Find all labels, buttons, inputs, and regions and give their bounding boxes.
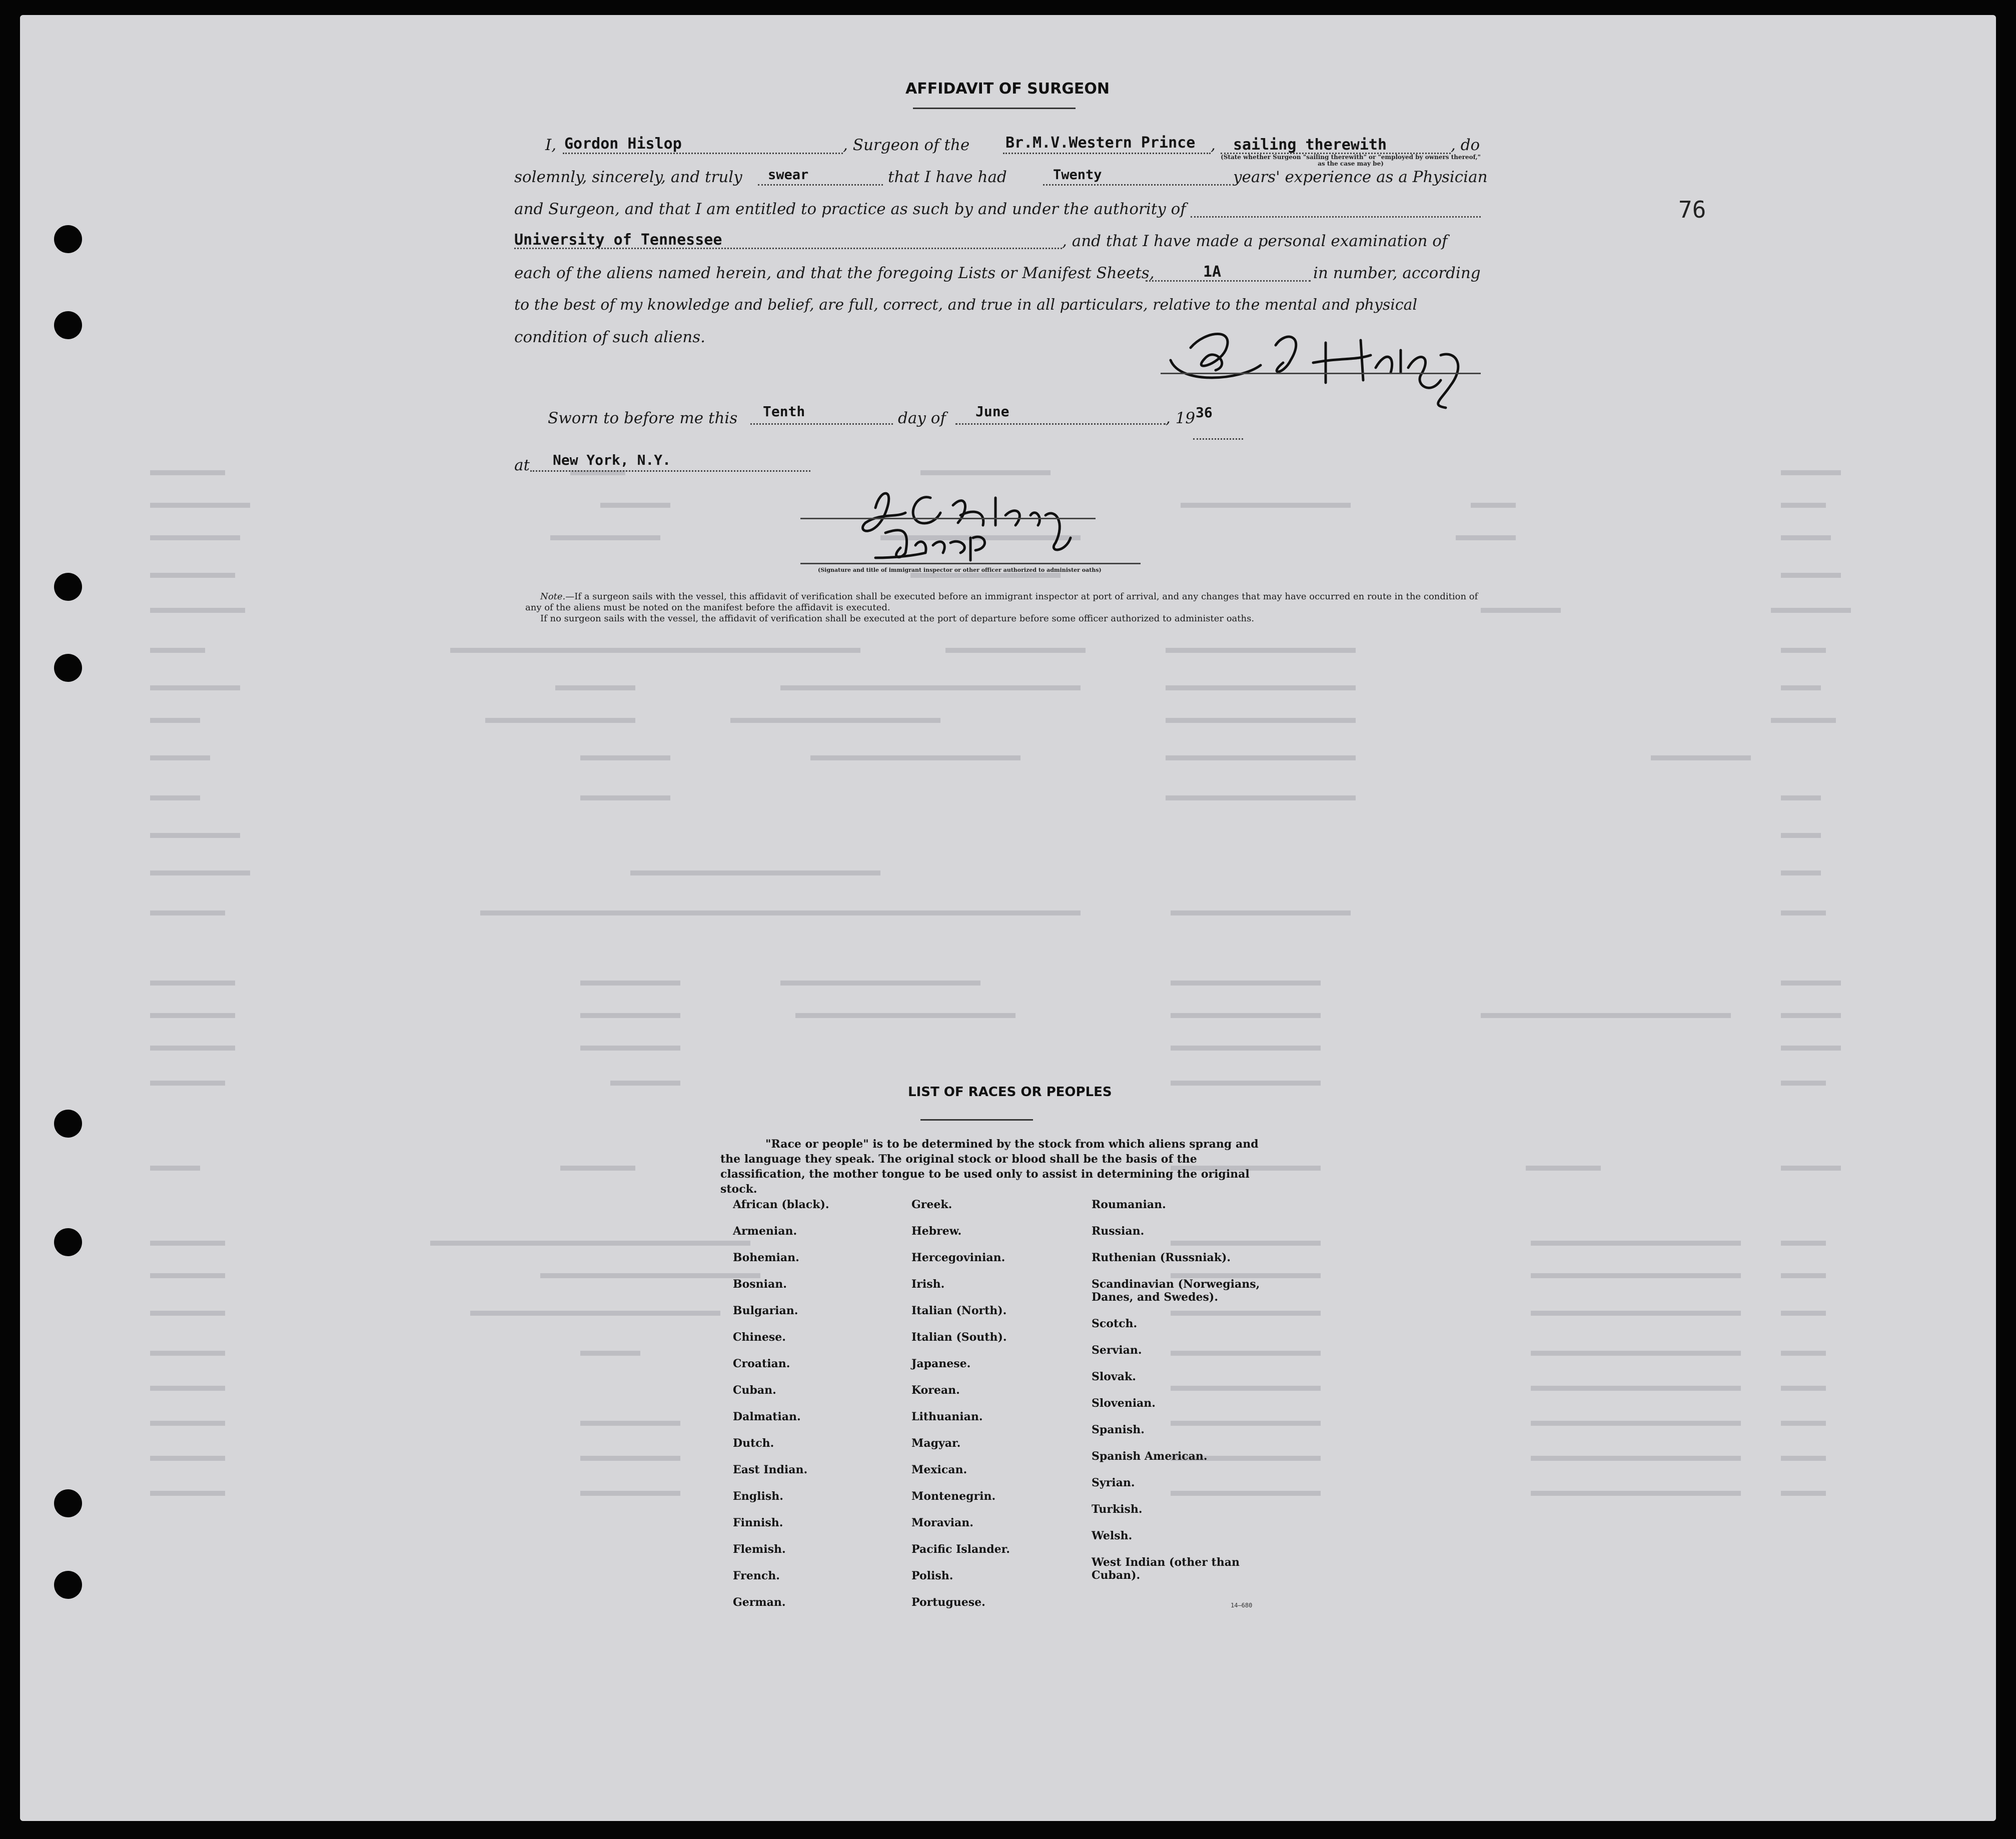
race-item: African (black). [733, 1198, 829, 1211]
sworn-place: New York, N.Y. [553, 452, 671, 468]
race-item: Greek. [911, 1198, 952, 1211]
race-item: Hebrew. [911, 1225, 962, 1238]
affidavit-line1-comma: , [1211, 136, 1216, 154]
race-item: Polish. [911, 1569, 953, 1582]
races-list-rule [920, 1119, 1033, 1121]
authority-line-1 [1191, 216, 1481, 218]
race-item: West Indian (other than Cuban). [1092, 1556, 1240, 1582]
place-pre: at [514, 456, 530, 474]
affidavit-line5-post: in number, according [1313, 264, 1481, 282]
binder-hole [54, 225, 82, 253]
surgeon-name-line [563, 153, 843, 154]
race-item: Scandinavian (Norwegians, Danes, and Swedes). [1092, 1278, 1260, 1304]
race-item: Magyar. [911, 1437, 961, 1450]
race-item: Portuguese. [911, 1596, 985, 1609]
race-item: Armenian. [733, 1225, 797, 1238]
binder-hole [54, 654, 82, 682]
race-item: Dutch. [733, 1437, 774, 1450]
sworn-day-line [750, 423, 893, 425]
races-column-2 [911, 1198, 1092, 1622]
race-item: Irish. [911, 1278, 945, 1291]
affidavit-line3: and Surgeon, and that I am entitled to practice as such by and under the authority of [514, 200, 1186, 218]
form-code: 14—680 [1231, 1602, 1253, 1609]
race-item: German. [733, 1596, 786, 1609]
race-item: Cuban. [733, 1384, 776, 1397]
sworn-year-prefix: , 19 [1166, 409, 1196, 427]
note-text-2: If no surgeon sails with the vessel, the affidavit of verification shall be executed at the port of departure before some officer authorized to administer oaths. [540, 613, 1255, 624]
sworn-pre: Sworn to before me this [548, 409, 738, 427]
surgeon-name: Gordon Hislop [564, 135, 682, 153]
race-item: Korean. [911, 1384, 960, 1397]
years-experience-line [1043, 184, 1231, 186]
sworn-year: 36 [1196, 404, 1213, 421]
binder-hole [54, 311, 82, 339]
affidavit-note [525, 591, 1493, 624]
note-text-1: —If a surgeon sails with the vessel, this affidavit of verification shall be executed before an immigrant inspector at port of arrival, and any changes that may have occurred en route in the condition of any of the aliens must be noted on the manifest before the affidavit is executed. [525, 591, 1478, 613]
inspector-signature-line [800, 518, 1096, 519]
race-item: Slovak. [1092, 1370, 1136, 1383]
affidavit-line4-post: , and that I have made a personal examination of [1062, 232, 1448, 250]
sworn-place-line [530, 470, 810, 472]
sworn-month: June [975, 403, 1010, 420]
affidavit-line7: condition of such aliens. [514, 328, 706, 346]
oath-type-line [758, 184, 883, 186]
inspector-caption: (Signature and title of immigrant inspector or other officer authorized to administer oaths) [818, 567, 1102, 573]
sheet-count: 1A [1203, 263, 1222, 281]
race-item: Japanese. [911, 1357, 971, 1370]
race-item: Chinese. [733, 1331, 786, 1344]
race-item: Croatian. [733, 1357, 790, 1370]
note-lead: Note. [540, 591, 566, 602]
race-item: Moravian. [911, 1516, 973, 1529]
race-item: Lithuanian. [911, 1410, 983, 1423]
inspector-signature [845, 478, 1126, 563]
title-underline [913, 108, 1076, 109]
affidavit-line1-pre: I, [545, 136, 557, 154]
race-item: Welsh. [1092, 1529, 1133, 1542]
race-item: Dalmatian. [733, 1410, 801, 1423]
sailing-status: sailing therewith [1233, 136, 1387, 154]
race-item: Slovenian. [1092, 1397, 1156, 1410]
inspector-title-line [800, 563, 1141, 564]
years-experience: Twenty [1053, 167, 1102, 183]
vessel-name-line [1003, 153, 1211, 154]
affidavit-line2-post: years' experience as a Physician [1233, 168, 1488, 186]
race-item: French. [733, 1569, 780, 1582]
affidavit-line2-mid: that I have had [888, 168, 1007, 186]
race-item: Finnish. [733, 1516, 783, 1529]
race-item: Ruthenian (Russniak). [1092, 1251, 1231, 1264]
affidavit-title: AFFIDAVIT OF SURGEON [905, 80, 1110, 98]
race-item: Bosnian. [733, 1278, 787, 1291]
binder-hole [54, 1228, 82, 1256]
oath-type: swear [768, 167, 809, 183]
sworn-mid: day of [898, 409, 946, 427]
sworn-day: Tenth [763, 403, 805, 420]
race-item: Hercegovinian. [911, 1251, 1005, 1264]
page-number: 76 [1678, 196, 1706, 223]
race-item: Turkish. [1092, 1503, 1143, 1516]
races-list-title: LIST OF RACES OR PEOPLES [908, 1085, 1112, 1100]
licensing-authority: University of Tennessee [514, 231, 722, 249]
affidavit-line1-mid: , Surgeon of the [843, 136, 970, 154]
affidavit-line1-post: , do [1451, 136, 1480, 154]
races-column-3 [1092, 1198, 1272, 1595]
race-item: Spanish. [1092, 1423, 1145, 1436]
affidavit-line5-pre: each of the aliens named herein, and that the foregoing Lists or Manifest Sheets, [514, 264, 1155, 282]
race-item: Bulgarian. [733, 1304, 798, 1317]
race-item: Montenegrin. [911, 1490, 996, 1503]
race-item: Syrian. [1092, 1476, 1135, 1489]
sworn-year-line [1193, 438, 1243, 440]
race-item: Servian. [1092, 1344, 1142, 1357]
races-column-1 [733, 1198, 913, 1622]
race-item: English. [733, 1490, 783, 1503]
race-item: Mexican. [911, 1463, 967, 1476]
race-item: Pacific Islander. [911, 1543, 1010, 1556]
affidavit-line2-pre: solemnly, sincerely, and truly [514, 168, 742, 186]
race-item: Spanish American. [1092, 1450, 1208, 1463]
sailing-status-note: (State whether Surgeon "sailing therewith" or "employed by owners thereof," as the case may be) [1221, 154, 1481, 167]
authority-line-2 [514, 248, 1062, 249]
binder-hole [54, 1110, 82, 1138]
binder-hole [54, 1489, 82, 1517]
race-item: Italian (North). [911, 1304, 1007, 1317]
races-list-intro: "Race or people" is to be determined by the stock from which aliens sprang and the language they speak. The original stock or blood shall be the basis of the classification, the mother tongue to be used only to assist in determining the original stock. [720, 1138, 1259, 1196]
race-item: Russian. [1092, 1225, 1145, 1238]
surgeon-signature-line [1161, 373, 1481, 374]
race-item: East Indian. [733, 1463, 808, 1476]
sworn-month-line [955, 423, 1166, 425]
race-item: Scotch. [1092, 1317, 1138, 1330]
race-item: Bohemian. [733, 1251, 799, 1264]
vessel-name: Br.M.V.Western Prince [1005, 134, 1196, 152]
race-item: Italian (South). [911, 1331, 1007, 1344]
sheet-count-line [1146, 280, 1311, 282]
surgeon-signature [1161, 320, 1491, 410]
affidavit-line6: to the best of my knowledge and belief, are full, correct, and true in all particulars, relative to the mental and physical [514, 296, 1418, 314]
race-item: Roumanian. [1092, 1198, 1166, 1211]
race-item: Flemish. [733, 1543, 786, 1556]
binder-hole [54, 1571, 82, 1599]
binder-hole [54, 573, 82, 601]
